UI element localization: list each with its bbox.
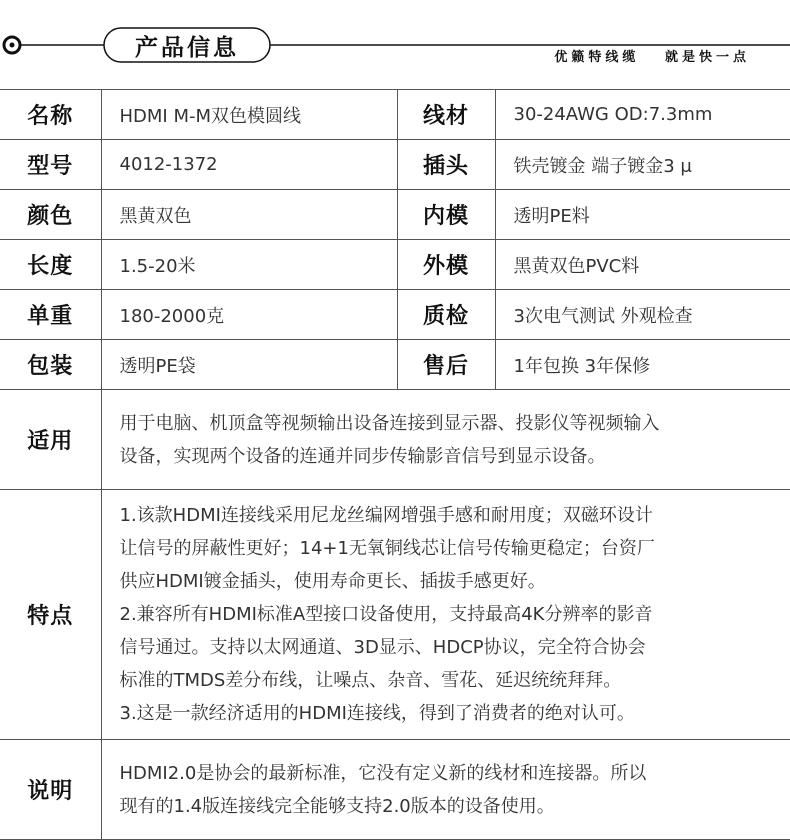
features-row — [0, 490, 790, 740]
spec-value: 黑黄双色PVC料 — [495, 240, 790, 290]
section-title: 产品信息 — [135, 34, 239, 61]
spec-label: 单重 — [0, 290, 101, 340]
spec-label: 售后 — [397, 340, 495, 390]
spec-row — [0, 340, 790, 390]
features-line: 让信号的屏蔽性更好；14+1无氧铜线芯让信号传输更稳定；台资厂 — [119, 538, 655, 559]
features-line: 1.该款HDMI连接线采用尼龙丝编网增强手感和耐用度；双磁环设计 — [119, 505, 653, 526]
spec-value: 180-2000克 — [101, 290, 397, 340]
spec-label: 外模 — [397, 240, 495, 290]
brand-slogan: 优籁特线缆 就是快一点 — [554, 50, 750, 65]
spec-value: 铁壳镀金 端子镀金3 μ — [495, 140, 790, 190]
usage-label: 适用 — [0, 390, 101, 490]
spec-value: 30-24AWG OD:7.3mm — [495, 90, 790, 140]
spec-row — [0, 90, 790, 140]
notes-text — [101, 740, 790, 840]
notes-line: HDMI2.0是协会的最新标准，它没有定义新的线材和连接器。所以 — [119, 762, 647, 784]
spec-value: 4012-1372 — [101, 140, 397, 190]
features-line: 3.这是一款经济适用的HDMI连接线，得到了消费者的绝对认可。 — [119, 703, 635, 724]
spec-row — [0, 190, 790, 240]
spec-label: 质检 — [397, 290, 495, 340]
features-line: 标准的TMDS差分布线，让噪点、杂音、雪花、延迟统统拜拜。 — [119, 670, 622, 691]
spec-label: 插头 — [397, 140, 495, 190]
spec-value: 黑黄双色 — [101, 190, 397, 240]
features-line: 2.兼容所有HDMI标准A型接口设备使用，支持最高4K分辨率的影音 — [119, 604, 653, 625]
features-line: 信号通过。支持以太网通道、3D显示、HDCP协议，完全符合协会 — [119, 637, 646, 658]
notes-line: 现有的1.4版连接线完全能够支持2.0版本的设备使用。 — [119, 795, 555, 817]
usage-line: 设备，实现两个设备的连通并同步传输影音信号到显示设备。 — [119, 445, 606, 467]
spec-value: 1年包换 3年保修 — [495, 340, 790, 390]
spec-value: 1.5-20米 — [101, 240, 397, 290]
spec-label: 线材 — [397, 90, 495, 140]
features-text — [101, 490, 790, 740]
spec-label: 型号 — [0, 140, 101, 190]
spec-label: 长度 — [0, 240, 101, 290]
bullet-dot-icon — [10, 43, 15, 48]
spec-row — [0, 240, 790, 290]
spec-row — [0, 290, 790, 340]
usage-row — [0, 390, 790, 490]
notes-row — [0, 740, 790, 840]
spec-label: 名称 — [0, 90, 101, 140]
section-header — [0, 0, 790, 85]
spec-table — [0, 89, 790, 840]
spec-value: 3次电气测试 外观检查 — [495, 290, 790, 340]
spec-value: HDMI M-M双色模圆线 — [101, 90, 397, 140]
spec-value: 透明PE料 — [495, 190, 790, 240]
notes-label: 说明 — [0, 740, 101, 840]
spec-value: 透明PE袋 — [101, 340, 397, 390]
usage-text — [101, 390, 790, 490]
spec-label: 内模 — [397, 190, 495, 240]
spec-row — [0, 140, 790, 190]
spec-label: 包装 — [0, 340, 101, 390]
spec-label: 颜色 — [0, 190, 101, 240]
features-label: 特点 — [0, 490, 101, 740]
usage-line: 用于电脑、机顶盒等视频输出设备连接到显示器、投影仪等视频输入 — [119, 412, 660, 434]
features-line: 供应HDMI镀金插头，使用寿命更长、插拔手感更好。 — [119, 571, 546, 592]
